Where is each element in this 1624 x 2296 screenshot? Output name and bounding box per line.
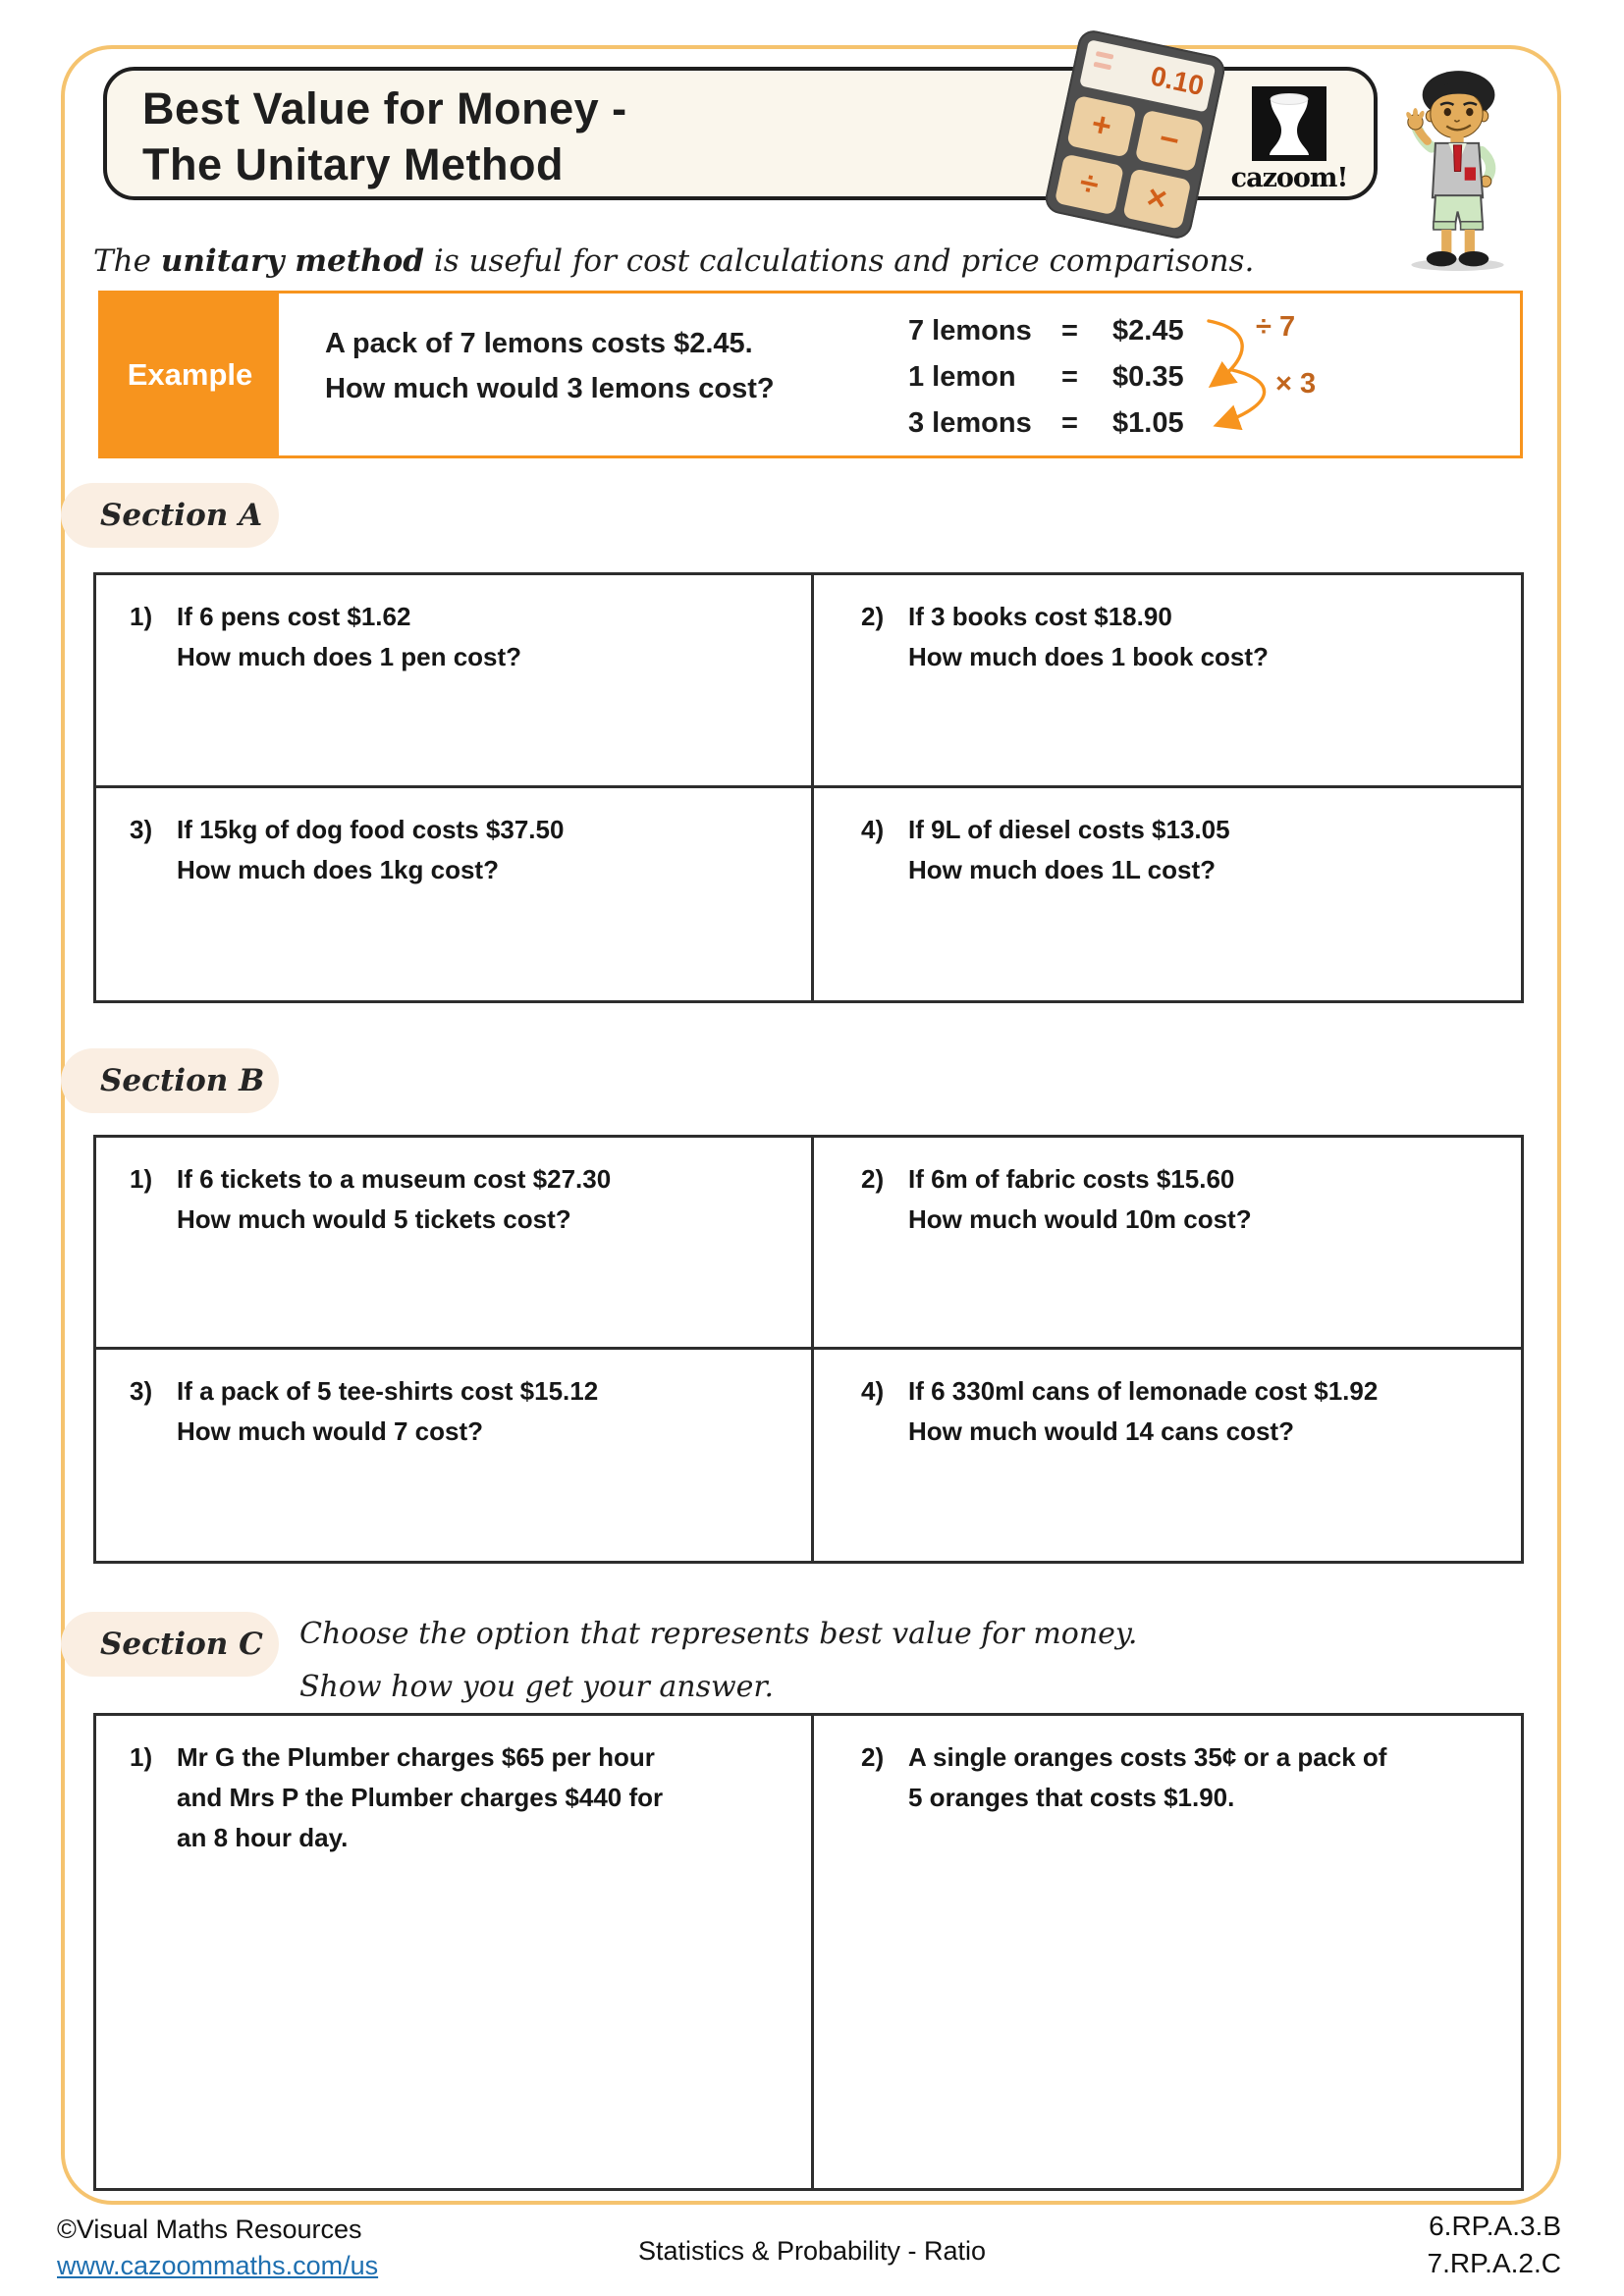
question-line: 5 oranges that costs $1.90. [908,1783,1235,1812]
question-text [177,1737,663,1858]
question-line: How much does 1L cost? [908,854,1217,884]
question-number: 4) [861,814,885,844]
multiply-arrow-icon [1222,370,1265,423]
question-text [177,597,521,677]
op-divide-label: ÷ 7 [1256,311,1296,343]
example-box [98,291,1523,458]
question-line: How much does 1 pen cost? [177,642,522,671]
example-question [325,321,775,411]
question-cell-b1 [96,1138,814,1350]
question-line: If 3 books cost $18.90 [908,602,1172,631]
instruction-line: Show how you get your answer. [299,1670,774,1704]
question-text [908,810,1230,890]
calculator-screen-dash [1093,62,1111,71]
footer-standard-code-2: 7.RP.A.2.C [1427,2248,1561,2278]
question-number: 2) [861,1164,885,1194]
question-text [908,1159,1252,1240]
question-text [908,597,1269,677]
calculator-multiply-icon: × [1122,168,1192,230]
question-number: 1) [130,602,153,631]
question-cell-a4 [814,788,1521,1001]
question-number: 4) [861,1375,885,1406]
footer-link[interactable]: www.cazoommaths.com/us [57,2251,379,2280]
calculator-display: 0.10 [1148,60,1207,102]
logo-text: cazoom! [1230,163,1348,193]
working-equals: = [1061,407,1078,439]
working-value: $2.45 [1112,315,1184,347]
question-line: How much does 1kg cost? [177,854,499,884]
question-number: 3) [130,814,153,844]
question-line: an 8 hour day. [177,1823,349,1852]
question-number: 2) [861,1742,885,1772]
section-b-table [93,1135,1524,1564]
question-line: If 6 pens cost $1.62 [177,602,411,631]
section-c-instructions [299,1608,1137,1714]
intro-bold-term: unitary method [160,243,424,279]
question-cell-c2 [814,1716,1521,2188]
question-line: If 6 tickets to a museum cost $27.30 [177,1164,612,1194]
question-cell-a3 [96,788,814,1001]
question-cell-c1 [96,1716,814,2188]
question-line: If a pack of 5 tee-shirts cost $15.12 [177,1375,599,1406]
example-question-line2: How much would 3 lemons cost? [325,373,775,404]
footer-copyright: ©Visual Maths Resources [57,2215,362,2244]
working-item: 3 lemons [908,407,1032,439]
intro-suffix: is useful for cost calculations and price comparisons. [423,243,1255,279]
working-equals: = [1061,361,1078,393]
example-arrows [1193,309,1429,449]
working-equals: = [1061,315,1078,347]
question-line: Mr G the Plumber charges $65 per hour [177,1742,655,1772]
intro-prefix: The [93,243,161,279]
question-line: A single oranges costs 35¢ or a pack of [908,1742,1387,1772]
question-cell-b2 [814,1138,1521,1350]
question-text [177,810,564,890]
drum-icon [1252,86,1326,161]
working-row [908,354,1184,400]
question-number: 2) [861,602,885,631]
question-number: 3) [130,1375,153,1406]
section-a-header: Section A [61,483,279,548]
question-line: How much does 1 book cost? [908,642,1269,671]
calculator-divide-icon: ÷ [1055,153,1124,215]
example-label: Example [101,294,279,455]
example-working [908,308,1184,447]
question-cell-a2 [814,575,1521,788]
question-line: How much would 5 tickets cost? [177,1204,571,1234]
section-a-table [93,572,1524,1003]
question-number: 1) [130,1164,153,1194]
question-line: If 6 330ml cans of lemonade cost $1.92 [908,1375,1379,1406]
instruction-line: Choose the option that represents best value for money. [299,1617,1138,1651]
calculator-screen-dash [1096,51,1114,60]
question-line: How much would 14 cans cost? [908,1415,1294,1446]
section-b-header: Section B [61,1048,279,1113]
question-cell-b4 [814,1350,1521,1562]
calculator-plus-icon: + [1066,95,1136,157]
question-line: If 6m of fabric costs $15.60 [908,1164,1235,1194]
page-title-line1: Best Value for Money - [142,83,627,133]
page-title-line2: The Unitary Method [142,139,565,189]
example-question-line1: A pack of 7 lemons costs $2.45. [325,328,753,359]
working-value: $1.05 [1112,407,1184,439]
footer-category: Statistics & Probability - Ratio [637,2236,987,2266]
question-cell-b3 [96,1350,814,1562]
calculator-buttons [1055,95,1204,230]
boy-mascot-illustration [1400,67,1513,278]
question-number: 1) [130,1742,153,1772]
working-value: $0.35 [1112,361,1184,393]
question-line: How much would 7 cost? [177,1415,484,1446]
question-line: and Mrs P the Plumber charges $440 for [177,1783,664,1812]
question-text [908,1737,1386,1818]
intro-text [93,243,1254,279]
question-text [177,1159,611,1240]
question-text [908,1371,1378,1452]
question-line: If 15kg of dog food costs $37.50 [177,814,565,844]
working-row [908,400,1184,447]
question-line: If 9L of diesel costs $13.05 [908,814,1230,844]
calculator-minus-icon: − [1134,110,1204,172]
question-cell-a1 [96,575,814,788]
working-row [908,308,1184,354]
working-item: 7 lemons [908,315,1032,347]
question-line: How much would 10m cost? [908,1204,1252,1234]
cazoom-logo [1229,86,1349,193]
working-item: 1 lemon [908,361,1016,393]
question-text [177,1371,598,1452]
footer-standard-code-1: 6.RP.A.3.B [1429,2211,1561,2241]
section-c-header: Section C [61,1612,279,1677]
op-multiply-label: × 3 [1275,368,1317,400]
section-c-table [93,1713,1524,2191]
